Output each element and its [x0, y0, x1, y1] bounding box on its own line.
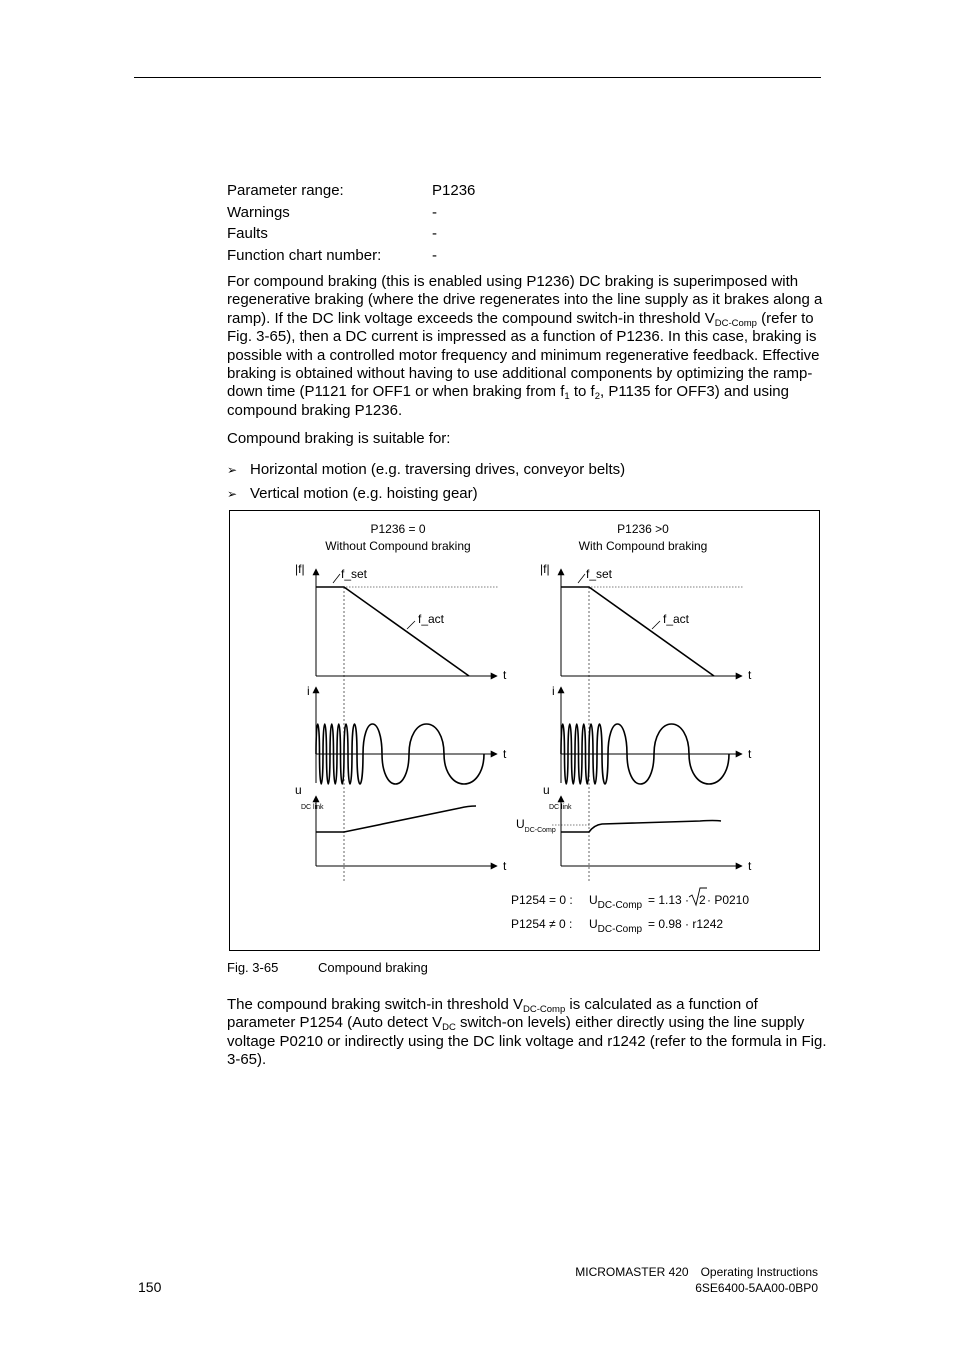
- svg-text:UDC-Comp: $U_{DC-Comp}$: [589, 893, 643, 911]
- fset-label: f_set: [341, 567, 368, 581]
- t-axis-label: t: [503, 668, 507, 682]
- left-current-plot: [307, 684, 507, 784]
- svg-text:P1254 ≠ 0 :: P1254 ≠ 0 :: [511, 917, 573, 931]
- svg-text:· P0210: · P0210: [707, 893, 750, 907]
- footer-doc-info: [575, 1264, 818, 1296]
- t-axis-label: t: [503, 747, 507, 761]
- param-value: -: [432, 225, 437, 242]
- right-dclink-plot: [516, 783, 752, 873]
- i-axis-label: i: [552, 684, 555, 698]
- f-axis-label: |f|: [540, 562, 550, 576]
- param-key: Parameter range:: [227, 182, 344, 199]
- svg-text:= 1.13 ·: = 1.13 ·: [648, 893, 690, 907]
- dclink-label: DC link: [549, 804, 572, 811]
- svg-text:UDC-Comp: $U_{DC-Comp}$: [589, 917, 643, 935]
- svg-text:P1254 = 0 :: P1254 = 0 :: [511, 893, 573, 907]
- param-value: -: [432, 203, 437, 221]
- fact-label: f_act: [663, 612, 690, 626]
- right-frequency-plot: [540, 562, 752, 682]
- f-axis-label: |f|: [295, 562, 305, 576]
- header-rule: [134, 77, 821, 78]
- left-panel-title: P1236 = 0: [370, 522, 426, 536]
- param-value: P1236: [432, 182, 476, 199]
- param-key: Warnings: [227, 203, 290, 221]
- param-key: Faults: [227, 225, 268, 242]
- param-value: -: [432, 246, 437, 264]
- bullet-arrow-icon: ➢: [227, 463, 238, 477]
- i-axis-label: i: [307, 684, 310, 698]
- threshold-paragraph: The compound braking switch-in threshold $V_{DC-Comp}$ is calculated as a function of parameter P1254 (Auto detect $V_{DC}$ switch-on levels) either directly using the line supply voltage P0210 or indirectly using the DC link voltage and r1242 (refer to the formula in Fig. 3-65).: [227, 996, 827, 1069]
- order-number: 6SE6400-5AA00-0BP0: [695, 1281, 818, 1295]
- u-axis-label: u: [543, 783, 550, 797]
- formula-p1254-nonzero: [511, 917, 723, 935]
- svg-text:2: 2: [699, 893, 706, 907]
- t-axis-label: t: [748, 668, 752, 682]
- t-axis-label: t: [748, 747, 752, 761]
- right-panel-subtitle: With Compound braking: [578, 539, 708, 553]
- formula-p1254-zero: [511, 888, 749, 911]
- svg-text:= 0.98 · r1242: = 0.98 · r1242: [648, 917, 724, 931]
- list-item: ➢ Vertical motion (e.g. hoisting gear): [227, 482, 625, 506]
- product-name: MICROMASTER 420: [575, 1265, 689, 1279]
- left-frequency-plot: [295, 562, 507, 682]
- dclink-label: DC link: [301, 804, 324, 811]
- right-panel-title: P1236 >0: [617, 522, 669, 536]
- bullet-arrow-icon: ➢: [227, 487, 238, 501]
- right-current-plot: [552, 684, 752, 784]
- intro-paragraph: For compound braking (this is enabled using P1236) DC braking is superimposed with regenerative braking (where the drive regenerates into the line supply as it brakes along a ramp). If the DC link voltage exceeds the compound switch-in threshold $V_{DC-Comp}$ (refer to Fig. 3-65), then a DC current is impressed as a function of P1236. In this case, braking is possible with a controlled motor frequency and minimum regenerative feedback. Effective braking is obtained without having to use additional components by optimizing the ramp-down time (P1121 for OFF1 or when braking from $f_1$ to $f_2$, P1135 for OFF3) and using compound braking P1236.: [227, 273, 823, 419]
- doc-type: Operating Instructions: [700, 1265, 818, 1279]
- t-axis-label: t: [503, 859, 507, 873]
- bullet-list: [227, 458, 625, 506]
- figure-title: Compound braking: [318, 960, 428, 975]
- fset-label: f_set: [586, 567, 613, 581]
- t-axis-label: t: [748, 859, 752, 873]
- left-dclink-plot: [295, 783, 507, 873]
- list-item: ➢ Horizontal motion (e.g. traversing drives, conveyor belts): [227, 458, 625, 482]
- figure-number: Fig. 3-65: [227, 960, 279, 975]
- figure-compound-braking: [229, 510, 820, 951]
- left-panel-subtitle: Without Compound braking: [325, 539, 471, 553]
- u-axis-label: u: [295, 783, 302, 797]
- param-key: Function chart number:: [227, 246, 382, 264]
- page-number: 150: [138, 1279, 162, 1295]
- fact-label: f_act: [418, 612, 445, 626]
- udc-comp-label: $U_{DC-Comp}$: [516, 817, 556, 834]
- suitable-intro: Compound braking is suitable for:: [227, 430, 451, 447]
- figure-caption: [227, 960, 428, 975]
